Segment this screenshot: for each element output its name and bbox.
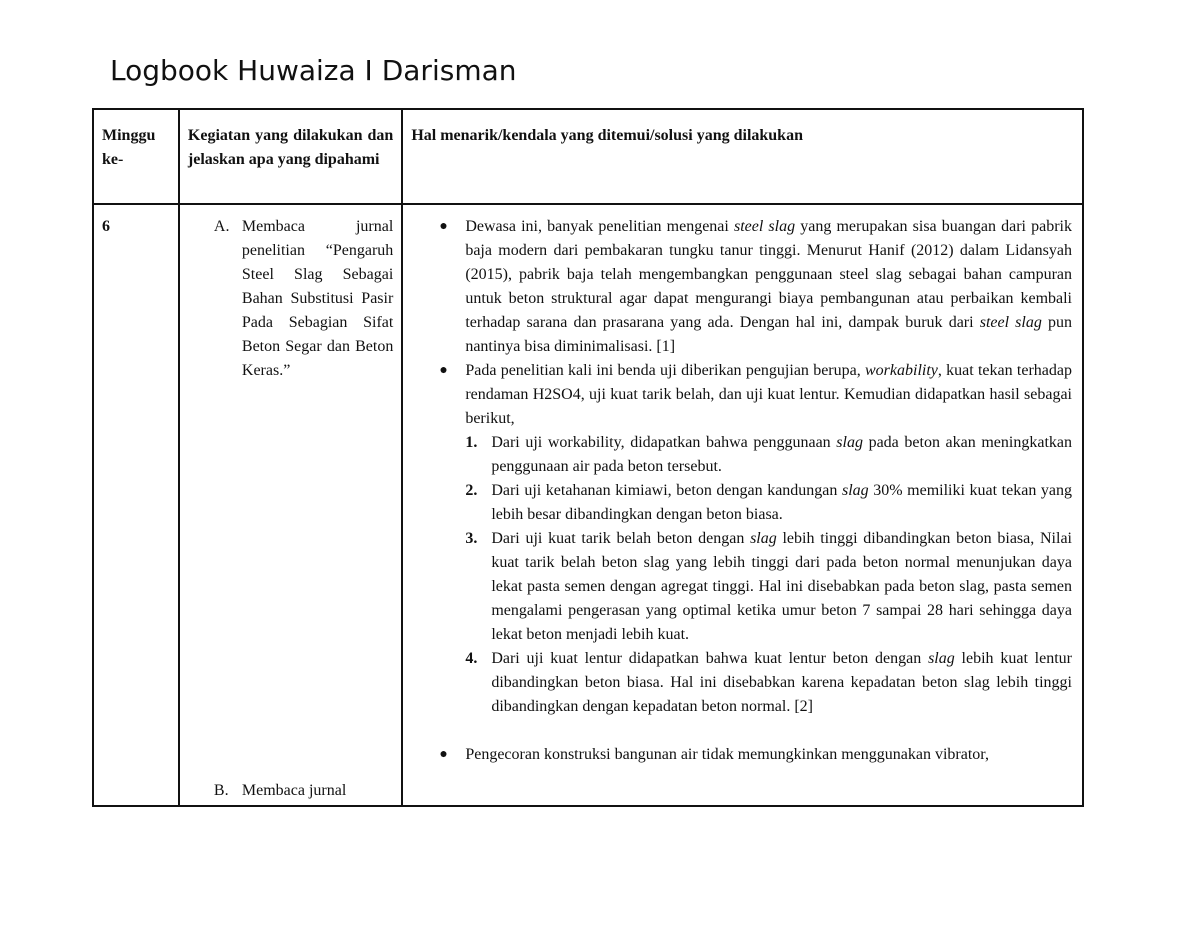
- header-cell-week: [93, 109, 179, 204]
- header-cell-activity: [179, 109, 402, 204]
- result-italic: slag: [928, 650, 955, 667]
- note-bullet-steel-slag: [439, 215, 1073, 359]
- activity-cell: [179, 204, 402, 806]
- result-item-1: [465, 431, 1073, 479]
- page-title: Logbook Huwaiza I Darisman: [110, 54, 517, 87]
- activity-text-a: Membaca jurnal penelitian “Pengaruh Steel Slag Sebagai Bahan Substitusi Pasir Pada Sebagian Sifat Beton Segar dan Beton Keras.”: [241, 218, 394, 379]
- week-number: 6: [102, 218, 110, 235]
- result-text: Dari uji kuat lentur didapatkan bahwa kuat lentur beton dengan: [491, 650, 929, 667]
- activity-item-a: [180, 205, 401, 383]
- spacer: [465, 719, 1072, 743]
- result-text: Dari uji kuat tarik belah beton dengan: [491, 530, 751, 547]
- header-cell-notes: [402, 109, 1083, 204]
- result-italic: slag: [750, 530, 777, 547]
- result-text: Dari uji workability, didapatkan bahwa penggunaan: [491, 434, 837, 451]
- activity-text-b: Membaca jurnal: [241, 782, 347, 799]
- result-item-2: [465, 479, 1073, 527]
- note-text: , kuat tekan terhadap rendaman H2SO4, uji kuat tarik belah, dan uji kuat lentur. Kemudian didapatkan hasil sebagai berikut,: [465, 362, 1072, 427]
- table-header-row: [93, 109, 1083, 204]
- result-number: 1.: [465, 434, 478, 451]
- bullet-dot-icon: ●: [439, 219, 448, 234]
- header-week-label: Minggu ke-: [102, 127, 156, 168]
- result-text: lebih tinggi dibandingkan beton biasa, Nilai kuat tarik belah beton slag yang lebih tinggi dari pada beton normal menunjukan daya lekat pasta semen dengan agregat tinggi. Hal ini disebabkan pada beton slag, pasta semen mengalami pengerasan yang optimal ketika umur beton 7 sampai 28 hari sehingga daya lekat beton menjadi lebih kuat.: [491, 530, 1072, 643]
- note-text: yang merupakan sisa buangan dari pabrik baja modern dari pembakaran tungku tanur tinggi. Menurut Hanif (2012) dalam Lidansyah (2015), pabrik baja telah mengembangkan penggunaan steel slag sebagai bahan campuran untuk beton struktural agar dapat mengurangi biaya pembangunan atau perbaikan kembali terhadap sarana dan prasarana yang ada. Dengan hal ini, dampak buruk dari: [465, 218, 1072, 331]
- result-text: pada beton akan meningkatkan penggunaan air pada beton tersebut.: [491, 434, 1073, 475]
- table-row: [93, 204, 1083, 806]
- result-italic: slag: [836, 434, 863, 451]
- result-number: 4.: [465, 650, 478, 667]
- result-number: 2.: [465, 482, 478, 499]
- note-text: Pada penelitian kali ini benda uji diberikan pengujian berupa,: [465, 362, 865, 379]
- note-text: Dewasa ini, banyak penelitian mengenai: [465, 218, 734, 235]
- result-text: Dari uji ketahanan kimiawi, beton dengan kandungan: [491, 482, 842, 499]
- bullet-dot-icon: ●: [439, 363, 448, 378]
- note-text: Pengecoran konstruksi bangunan air tidak memungkinkan menggunakan vibrator,: [465, 746, 989, 763]
- note-text: pun nantinya bisa diminimalisasi. [1]: [465, 314, 1073, 355]
- result-italic: slag: [842, 482, 869, 499]
- activity-item-b: [180, 769, 401, 803]
- note-italic: workability: [865, 362, 938, 379]
- header-activity-label: Kegiatan yang dilakukan dan jelaskan apa yang dipahami: [187, 127, 394, 168]
- header-notes-label: Hal menarik/kendala yang ditemui/solusi yang dilakukan: [411, 127, 803, 144]
- logbook-table: [92, 108, 1084, 807]
- activity-marker-b: B.: [213, 782, 229, 799]
- result-item-3: [465, 527, 1072, 647]
- result-text: lebih kuat lentur dibandingkan beton biasa. Hal ini disebabkan karena kepadatan beton slag lebih tinggi dibandingkan dengan kepadatan beton normal. [2]: [491, 650, 1073, 715]
- result-text: 30% memiliki kuat tekan yang lebih besar dibandingkan dengan beton biasa.: [491, 482, 1073, 523]
- notes-cell: [402, 204, 1083, 806]
- note-italic: steel slag: [979, 314, 1042, 331]
- note-bullet-testing: [439, 359, 1072, 431]
- result-item-4: [465, 647, 1073, 719]
- notes-content: [403, 205, 1082, 767]
- bullet-dot-icon: ●: [439, 747, 448, 762]
- result-number: 3.: [465, 530, 478, 547]
- activity-marker-a: A.: [213, 218, 230, 235]
- week-cell: [93, 204, 179, 806]
- note-bullet-casting: [439, 743, 1072, 767]
- note-italic: steel slag: [733, 218, 796, 235]
